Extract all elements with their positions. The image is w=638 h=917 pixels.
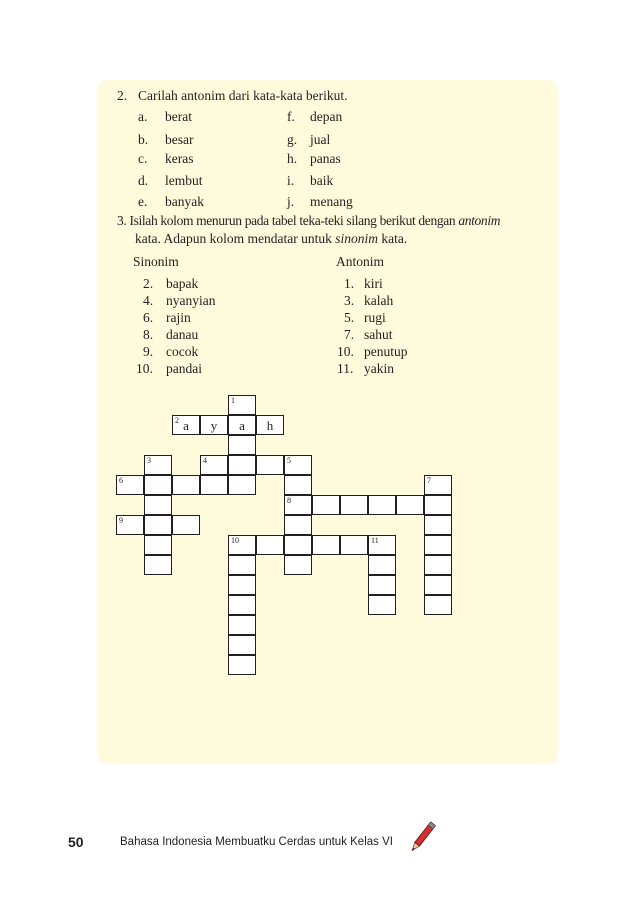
q2-letter-a: a. — [138, 109, 148, 124]
crossword-cell[interactable] — [228, 455, 256, 475]
clue-number-11: 11 — [371, 536, 379, 545]
crossword-cell[interactable] — [424, 475, 452, 495]
clue-number-1: 1 — [231, 396, 235, 405]
crossword-cell[interactable] — [284, 555, 312, 575]
clue-number-7: 7 — [427, 476, 431, 485]
crossword-cell[interactable] — [144, 475, 172, 495]
sinonim-title: Sinonim — [133, 254, 179, 269]
clue-number-4: 4 — [203, 456, 207, 465]
q2-word-a: berat — [165, 109, 192, 124]
clue-number-10: 10 — [231, 536, 239, 545]
q2-word-f: depan — [310, 109, 343, 124]
antonim-num-7: 7. — [344, 327, 355, 342]
crossword-cell[interactable] — [228, 615, 256, 635]
q2-letter-d: d. — [138, 173, 149, 188]
crossword-cell[interactable] — [256, 455, 284, 475]
q3-line2-text: kata. Adapun kolom mendatar untuk — [135, 231, 332, 246]
q3-instruction-line1 — [117, 212, 500, 229]
sinonim-word-8: danau — [166, 327, 199, 342]
crossword-cell[interactable] — [396, 495, 424, 515]
crossword-cell[interactable] — [368, 555, 396, 575]
clue-number-6: 6 — [119, 476, 123, 485]
crossword-cell[interactable] — [368, 595, 396, 615]
crossword-cell[interactable] — [312, 535, 340, 555]
sinonim-word-4: nyanyian — [166, 293, 216, 308]
cell-letter: y — [210, 418, 218, 433]
q3-line1-emphasis: antonim — [458, 213, 501, 228]
pencil-icon — [408, 818, 436, 858]
q2-letter-h: h. — [287, 151, 298, 166]
antonim-word-11: yakin — [364, 361, 394, 376]
crossword-cell[interactable] — [368, 495, 396, 515]
crossword-cell[interactable] — [228, 655, 256, 675]
q2-word-i: baik — [310, 173, 334, 188]
cell-letter: h — [266, 418, 274, 433]
q2-word-d: lembut — [165, 173, 203, 188]
sinonim-num-8: 8. — [143, 327, 154, 342]
antonim-num-10: 10. — [337, 344, 354, 359]
antonim-word-7: sahut — [364, 327, 393, 342]
crossword-cell[interactable] — [228, 595, 256, 615]
antonim-word-5: rugi — [364, 310, 386, 325]
q2-letter-i: i. — [287, 173, 295, 188]
crossword-cell[interactable] — [284, 475, 312, 495]
crossword-cell[interactable] — [284, 535, 312, 555]
sinonim-num-9: 9. — [143, 344, 154, 359]
q2-letter-g: g. — [287, 132, 298, 147]
crossword-cell[interactable] — [424, 555, 452, 575]
crossword-cell[interactable] — [144, 495, 172, 515]
cell-letter: a — [239, 418, 245, 433]
crossword-cell[interactable] — [340, 535, 368, 555]
q2-word-h: panas — [310, 151, 341, 166]
crossword-cell[interactable] — [424, 595, 452, 615]
crossword-cell[interactable] — [256, 415, 284, 435]
clue-number-8: 8 — [287, 496, 291, 505]
sinonim-word-2: bapak — [166, 276, 199, 291]
clue-number-5: 5 — [287, 456, 291, 465]
q3-instruction-line2 — [135, 230, 407, 247]
crossword-cell[interactable] — [144, 555, 172, 575]
crossword-cell[interactable] — [256, 535, 284, 555]
crossword-cell[interactable] — [228, 415, 256, 435]
q2-word-j: menang — [310, 194, 353, 209]
crossword-cell[interactable] — [172, 475, 200, 495]
sinonim-word-9: cocok — [166, 344, 199, 359]
crossword-cell[interactable] — [284, 455, 312, 475]
crossword-cell[interactable] — [424, 535, 452, 555]
q3-line2-emphasis: sinonim — [335, 231, 378, 246]
q2-letter-e: e. — [138, 194, 148, 209]
antonim-num-5: 5. — [344, 310, 355, 325]
antonim-word-3: kalah — [364, 293, 394, 308]
crossword-cell[interactable] — [228, 575, 256, 595]
crossword-cell[interactable] — [284, 495, 312, 515]
cell-letter: a — [183, 418, 189, 433]
antonim-title: Antonim — [336, 254, 385, 269]
crossword-cell[interactable] — [144, 535, 172, 555]
q3-line2-end: kata. — [381, 231, 408, 246]
crossword-cell[interactable] — [200, 415, 228, 435]
crossword-cell[interactable] — [228, 475, 256, 495]
q2-letter-b: b. — [138, 132, 149, 147]
antonim-num-11: 11. — [337, 361, 354, 376]
crossword-cell[interactable] — [200, 475, 228, 495]
crossword-cell[interactable] — [228, 535, 256, 555]
crossword-cell[interactable] — [368, 535, 396, 555]
crossword-cell[interactable] — [228, 635, 256, 655]
q2-instruction: Carilah antonim dari kata-kata berikut. — [138, 88, 348, 103]
sinonim-word-10: pandai — [166, 361, 202, 376]
crossword-cell[interactable] — [424, 515, 452, 535]
clue-number-2: 2 — [175, 416, 179, 425]
antonim-word-1: kiri — [364, 276, 383, 291]
crossword-cell[interactable] — [284, 515, 312, 535]
crossword-cell[interactable] — [172, 515, 200, 535]
q2-word-c: keras — [165, 151, 194, 166]
sinonim-num-2: 2. — [143, 276, 154, 291]
crossword-cell[interactable] — [144, 515, 172, 535]
page-number: 50 — [68, 834, 84, 850]
antonim-num-1: 1. — [344, 276, 355, 291]
q2-letter-j: j. — [287, 194, 295, 209]
crossword-cell[interactable] — [144, 455, 172, 475]
crossword-cell[interactable] — [228, 555, 256, 575]
clue-number-9: 9 — [119, 516, 123, 525]
sinonim-num-4: 4. — [143, 293, 154, 308]
sinonim-num-10: 10. — [136, 361, 153, 376]
crossword-cell[interactable] — [424, 495, 452, 515]
crossword-cell[interactable] — [424, 575, 452, 595]
q2-letter-f: f. — [287, 109, 295, 124]
clue-number-3: 3 — [147, 456, 151, 465]
crossword-cell[interactable] — [172, 415, 200, 435]
q2-word-g: jual — [310, 132, 331, 147]
crossword-cell[interactable] — [116, 515, 144, 535]
crossword-cell[interactable] — [116, 475, 144, 495]
q3-line1-text: 3. Isilah kolom menurun pada tabel teka-teki silang berikut dengan — [117, 213, 456, 228]
crossword-cell[interactable] — [228, 435, 256, 455]
crossword-cell[interactable] — [340, 495, 368, 515]
q2-number: 2. — [117, 88, 128, 103]
q2-word-e: banyak — [165, 194, 204, 209]
sinonim-word-6: rajin — [166, 310, 191, 325]
book-title: Bahasa Indonesia Membuatku Cerdas untuk Kelas VI — [120, 836, 393, 848]
sinonim-num-6: 6. — [143, 310, 154, 325]
crossword-cell[interactable] — [368, 575, 396, 595]
antonim-num-3: 3. — [344, 293, 355, 308]
q2-word-b: besar — [165, 132, 194, 147]
crossword-cell[interactable] — [228, 395, 256, 415]
q2-letter-c: c. — [138, 151, 148, 166]
crossword-cell[interactable] — [200, 455, 228, 475]
crossword-cell[interactable] — [312, 495, 340, 515]
antonim-word-10: penutup — [364, 344, 408, 359]
